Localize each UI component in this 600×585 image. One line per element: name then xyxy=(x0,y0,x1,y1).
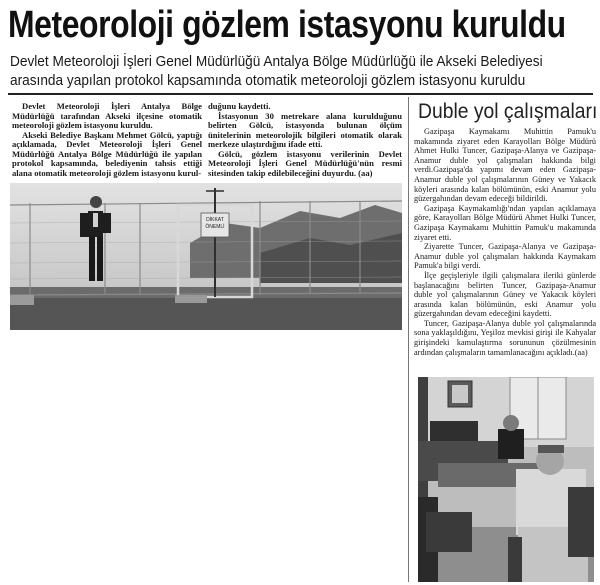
paragraph: Gazipaşa Kaymakamı Muhittin Pamuk'u makamında ziyaret eden Karayolları Bölge Müdürü Ahmet Hulki Tuncer, Gazipaşa-Alanya ve Gazipaşa-Anamur duble yol çalışmaları hakkında bilgi verdi.Gazipaşa'da yapımı devam eden Gazipaşa-Anamur duble yol çalışmalarının Güney ve Yakacık köyleri arasında kalan bölümünün, eski Anamur yolu güzergahından devam edeceği bildirildi. xyxy=(414,127,596,204)
sidebar-title: Duble yol çalışmaları xyxy=(418,100,598,123)
article-column-1 xyxy=(12,102,202,178)
paragraph: Tuncer, Gazipaşa-Alanya duble yol çalışmalarında sona yaklaşıldığını, Yeşiloz mevkisi girişi ile Kahyalar girişindeki kamulaştırma sorununun çözülmesinin ardından çalışmaların tamamlanacağını açıkladı.(aa) xyxy=(414,318,596,357)
sidebar-divider xyxy=(408,97,409,582)
headline: Meteoroloji gözlem istasyonu kuruldu xyxy=(8,4,566,46)
header-divider xyxy=(8,93,593,95)
sign-text-2: ÖNEMLİ xyxy=(205,224,225,230)
paragraph: İstasyonun 30 metrekare alana kurulduğunu belirten Gölcü, istasyonda bulunan ölçüm ünitelerinin meteorolojik bilgileri otomatik olarak merkeze ulaştırdığını ifade etti. xyxy=(208,110,402,149)
paragraph: Gazipaşa Kaymakamlığı'ndan yapılan açıklamaya göre, Karayolları Bölge Müdürü Ahmet Hulki Tuncer, Gazipaşa Kaymakamı Muhittin Pamuk'u makamında ziyaret etti. xyxy=(414,203,596,242)
paragraph: Gölcü, gözlem istasyonu verilerinin Devlet Meteoroloji İşleri Genel Müdürlüğü'nün resmi sitesinden takip edilebileceğini duyurdu. (aa) xyxy=(208,148,402,178)
station-photo xyxy=(10,183,402,330)
paragraph: İlçe geçişleriyle ilgili çalışmalara ileriki günlerde başlanacağını belirten Tuncer, Gazipaşa-Anamur duble yol çalışmalarının Güney ve Yakacık köyleri arasında kalan bölümünün, eski Anamur yolu güzergahından devam edeceğini kaydetti. xyxy=(414,270,596,319)
subheadline xyxy=(10,52,595,90)
sign-text-1: DİKKAT xyxy=(206,217,224,223)
subheadline-line-1: Devlet Meteoroloji İşleri Genel Müdürlüğü Antalya Bölge Müdürlüğü ile Akseki Belediyesi xyxy=(10,53,543,70)
article-column-2 xyxy=(208,102,402,178)
paragraph: duğunu kaydetti. xyxy=(208,101,271,111)
paragraph: Akseki Belediye Başkanı Mehmet Gölcü, yaptığı açıklamada, Devlet Meteoroloji İşleri Genel Müdürlüğü Antalya Bölge Müdürlüğü ile yapılan protokol kapsamında, belediyenin tahsis ettiği alana otomatik meteoroloji gözlem istasyonu kurul- xyxy=(12,129,202,178)
paragraph: Ziyarette Tuncer, Gazipaşa-Alanya ve Gazipaşa-Anamur duble yol çalışmaları hakkında Kaymakam Pamuk'a bilgi verdi. xyxy=(414,242,596,271)
office-meeting-photo xyxy=(418,377,594,582)
sidebar-article xyxy=(414,127,596,357)
paragraph: Devlet Meteoroloji İşleri Antalya Bölge Müdürlüğü tarafından Akseki ilçesine otomatik meteoroloji gözlem istasyonu kuruldu. xyxy=(12,101,202,130)
subheadline-line-2: arasında yapılan protokol kapsamında otomatik meteoroloji gözlem istasyonu kuruldu xyxy=(10,72,526,89)
